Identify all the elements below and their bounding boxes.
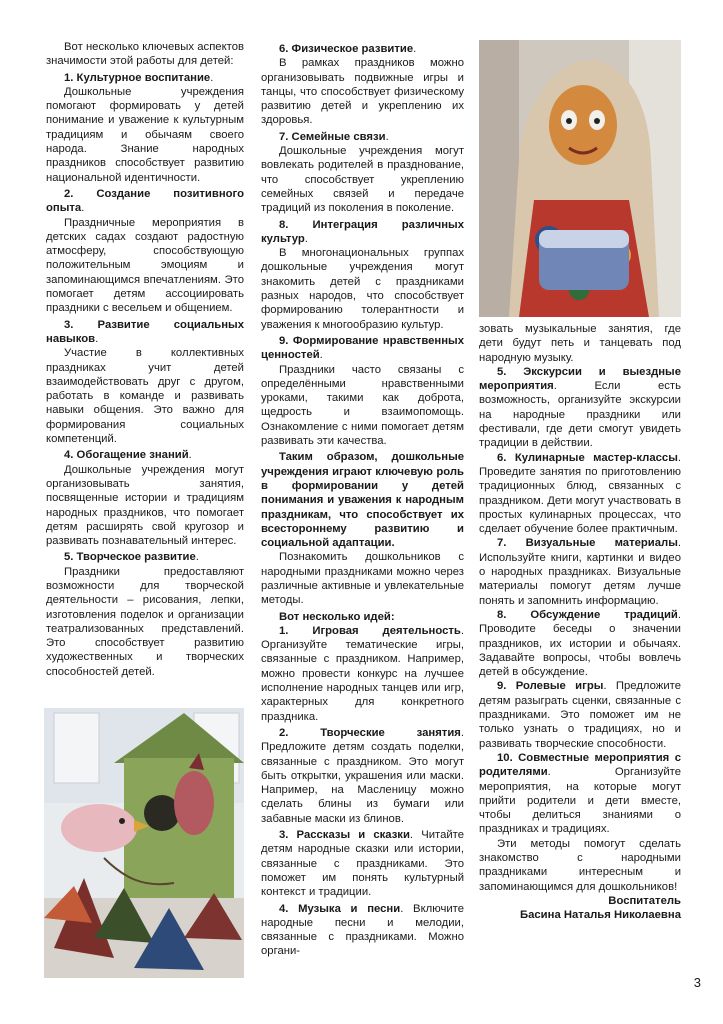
girl-mask-photo bbox=[479, 40, 681, 317]
item-text: Дошкольные учреждения могут вовлекать родителей в празднование, что способствует укреплению семейных связей и передаче традиций из поколения в поколение. bbox=[261, 145, 464, 215]
method-item: 1. Игровая деятельность. Организуйте тематические игры, связанные с праздником. Например, можно провести конкурс на лучшее исполнение народных танцев или игр, характерных для конкретного праздника. bbox=[261, 624, 464, 723]
method-item: 6. Кулинарные мастер-классы. Проведите занятия по приготовлению традиционных блюд, связанных с праздником. Дети могут участвовать в простых кулинарных процессах, что сделает обучение более практичным. bbox=[479, 451, 681, 536]
author-name: Басина Наталья Николаевна bbox=[519, 909, 681, 922]
item-heading: 5. Творческое развитие. bbox=[64, 551, 199, 564]
item-heading: 4. Обогащение знаний. bbox=[64, 449, 192, 462]
item-text: Праздники предоставляют возможности для творческой деятельности – рисования, лепки, изготовления поделок и организации театрализованных представлений. Это способствует развитию художественных и творческих способностей детей. bbox=[46, 565, 244, 678]
method-item: 2. Творческие занятия. Предложите детям создать поделки, связанные с праздником. Это могут быть открытки, украшения или маски. Например, на Масленицу можно сделать блины из бумаги или забавные маски из блинов. bbox=[261, 726, 464, 825]
method-item: 5. Экскурсии и выездные мероприятия. Если есть возможность, организуйте экскурсии на народные праздники или фестивали, где дети смогут увидеть традиции в действии. bbox=[479, 365, 681, 450]
ideas-heading: Вот несколько идей: bbox=[279, 610, 395, 623]
item-heading: 9. Формирование нравственных ценностей. bbox=[261, 334, 464, 362]
item-text: Участие в коллективных праздниках учит детей взаимодействовать друг с другом, работать в команде и развивать навыки общения. Это важно для формирования социальных компетенций. bbox=[46, 347, 244, 446]
item-heading: 7. Семейные связи. bbox=[279, 130, 389, 143]
methods-intro: Познакомить дошкольников с народными праздниками можно через различные активные и увлекательные методы. bbox=[261, 551, 464, 607]
item-heading: 8. Интеграция различных культур. bbox=[261, 218, 464, 245]
page-number: 3 bbox=[693, 975, 701, 990]
girl-illustration bbox=[479, 40, 681, 317]
method-item: 8. Обсуждение традиций. Проводите беседы о значении праздников, их истории и обычаях. Задавайте вопросы, чтобы вовлечь детей в обсуждение. bbox=[479, 608, 681, 679]
conclusion-paragraph: Таким образом, дошкольные учреждения играют ключевую роль в формировании у детей понимания и уважения к народным праздникам, что способствует их всестороннему развитию и социальной адаптации. bbox=[261, 451, 464, 550]
method-continuation: зовать музыкальные занятия, где дети будут петь и танцевать под народную музыку. bbox=[479, 323, 681, 364]
method-item: 3. Рассказы и сказки. Читайте детям народные сказки или истории, связанные с праздниками. Это поможет им понять культурный контекст и традиции. bbox=[261, 829, 464, 899]
method-item: 10. Совместные мероприятия с родителями. Организуйте мероприятия, на которые могут прийти родители и дети вместе, чтобы делиться знаниями о праздниках и традициях. bbox=[479, 751, 681, 836]
closing-paragraph: Эти методы помогут сделать знакомство с народными праздниками интересным и запоминающимся для дошкольников! bbox=[479, 837, 681, 893]
item-text: В многонациональных группах дошкольные учреждения могут знакомить детей с праздниками разных народов, что способствует формированию толерантности и уважения к многообразию культур. bbox=[261, 247, 464, 331]
column-3 bbox=[479, 322, 681, 922]
item-text: Дошкольные учреждения могут организовывать занятия, посвященные истории и традициям народных праздников, что помогает детям расширять свой кругозор и развивать познавательный интерес. bbox=[46, 463, 244, 548]
item-heading: 6. Физическое развитие. bbox=[279, 43, 417, 55]
birdhouse-illustration bbox=[44, 708, 244, 978]
item-heading: 3. Развитие социальных навыков. bbox=[46, 318, 244, 345]
author-role: Воспитатель bbox=[608, 894, 681, 907]
method-item: 4. Музыка и песни. Включите народные песни и мелодии, связанные с праздниками. Можно органи- bbox=[261, 902, 464, 958]
column-2 bbox=[261, 40, 464, 959]
intro-paragraph: Вот несколько ключевых аспектов значимости этой работы для детей: bbox=[46, 41, 244, 68]
item-text: Праздничные мероприятия в детских садах создают радостную атмосферу, способствующую положительным эмоциям и запоминающимся впечатлениям. Это помогает детям ассоциировать праздники с весельем и общением. bbox=[46, 216, 244, 315]
method-item: 7. Визуальные материалы. Используйте книги, картинки и видео о народных праздниках. Визуальные материалы помогут детям лучше понять и запомнить информацию. bbox=[479, 537, 681, 607]
item-text: В рамках праздников можно организовывать подвижные игры и танцы, что способствует физическому развитию детей и укреплению их здоровья. bbox=[261, 57, 464, 127]
column-1 bbox=[46, 40, 244, 679]
item-heading: 1. Культурное воспитание. bbox=[64, 71, 214, 84]
birdhouse-crafts-photo bbox=[44, 708, 244, 978]
item-text: Праздники часто связаны с определёнными нравственными уроками, такими как доброта, щедрость и взаимопомощь. Ознакомление с ними помогает детям развивать эти качества. bbox=[261, 363, 464, 448]
item-text: Дошкольные учреждения помогают формировать у детей понимание и уважение к культурным традициям и обычаям своего народа. Знание народных праздников способствует развитию национальной идентичности. bbox=[46, 85, 244, 184]
method-item: 9. Ролевые игры. Предложите детям разыграть сценки, связанные с праздниками. Это поможет им не только узнать о традициях, но и развивать творческие способности. bbox=[479, 680, 681, 750]
item-heading: 2. Создание позитивного опыта. bbox=[46, 187, 244, 215]
